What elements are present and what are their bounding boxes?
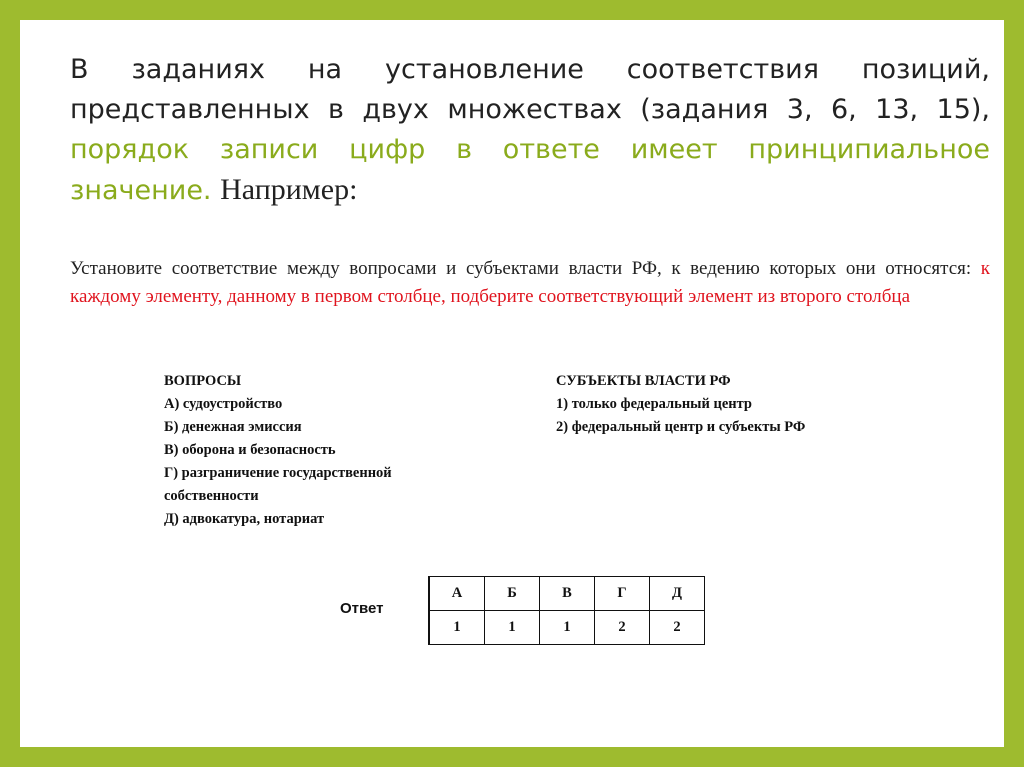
task-text: Установите соответствие между вопросами и субъектами власти РФ, к ведению которых они относятся: — [70, 258, 972, 279]
headline-paragraph — [70, 50, 990, 211]
answer-digit-cell: 1 — [540, 611, 595, 645]
answer-letter-cell: Б — [485, 577, 540, 611]
question-item: Д) адвокатура, нотариат — [164, 511, 325, 527]
answer-digits-row — [429, 611, 705, 645]
question-item: собственности — [164, 488, 259, 504]
subject-item: 2) федеральный центр и субъекты РФ — [556, 419, 806, 435]
headline-example: Например: — [220, 173, 358, 206]
subjects-column — [556, 370, 876, 439]
question-item: Б) денежная эмиссия — [164, 419, 302, 435]
answer-label: Ответ — [340, 600, 384, 617]
slide — [20, 20, 1004, 747]
answer-digit-cell: 2 — [595, 611, 650, 645]
task-paragraph — [70, 255, 990, 311]
answer-table — [428, 576, 705, 645]
answer-letter-cell: А — [429, 577, 485, 611]
question-item: Г) разграничение государственной — [164, 465, 392, 481]
answer-digit-cell: 1 — [429, 611, 485, 645]
question-item: В) оборона и безопасность — [164, 442, 336, 458]
task-instruction: к каждому элементу, данному в первом столбце, подберите соответствующий элемент из второго столбца — [70, 258, 991, 307]
questions-heading: ВОПРОСЫ — [164, 373, 242, 389]
headline-emphasis: порядок записи цифр в ответе имеет принципиальное значение. — [70, 134, 990, 206]
questions-column — [164, 370, 464, 531]
question-item: А) судоустройство — [164, 396, 283, 412]
answer-digit-cell: 1 — [485, 611, 540, 645]
answer-letters-row — [429, 577, 705, 611]
answer-letter-cell: Г — [595, 577, 650, 611]
subjects-heading: СУБЪЕКТЫ ВЛАСТИ РФ — [556, 373, 731, 389]
answer-letter-cell: Д — [650, 577, 705, 611]
subject-item: 1) только федеральный центр — [556, 396, 752, 412]
answer-letter-cell: В — [540, 577, 595, 611]
headline-intro: В заданиях на установление соответствия позиций, представленных в двух множествах (задания 3, 6, 13, 15), — [70, 54, 990, 125]
answer-digit-cell: 2 — [650, 611, 705, 645]
